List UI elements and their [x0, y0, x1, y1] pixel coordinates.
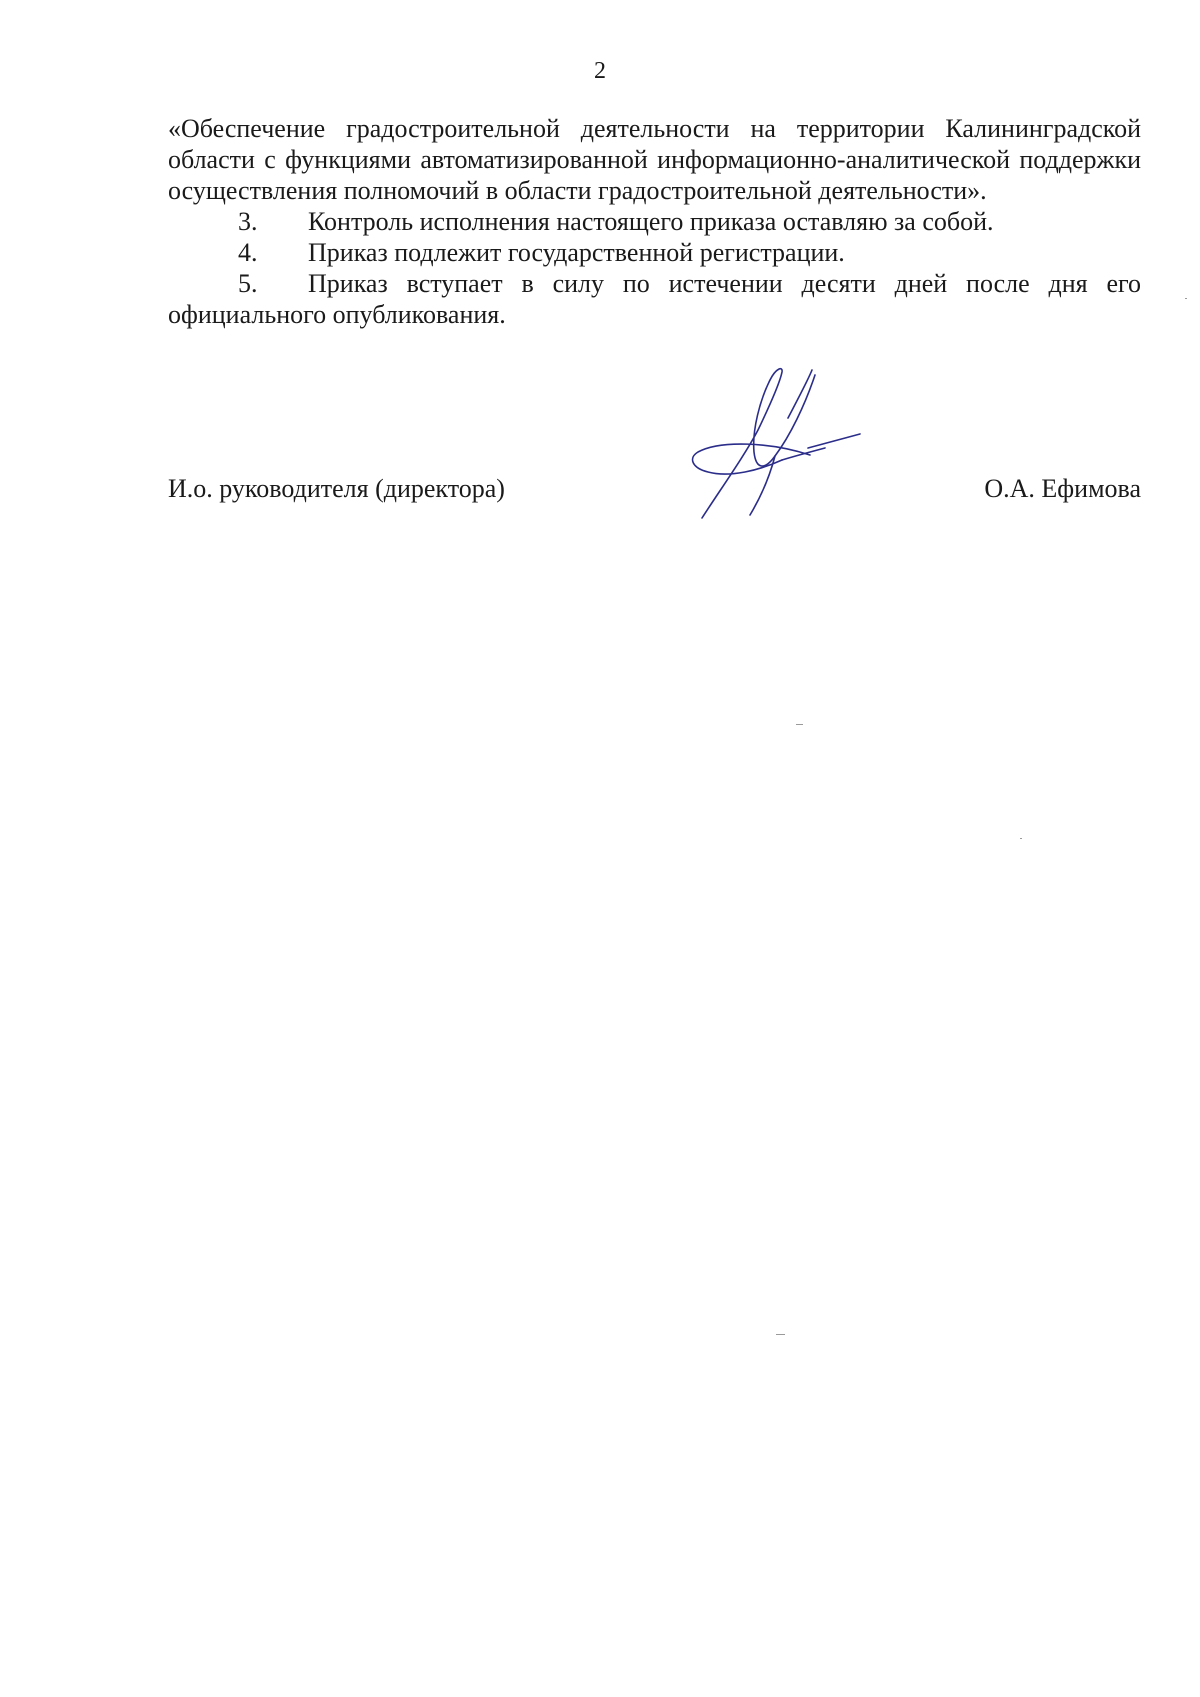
document-body: [168, 113, 1141, 330]
signature-block: [168, 474, 1141, 514]
signatory-name: О.А. Ефимова: [984, 474, 1141, 503]
list-item-text: Приказ вступает в силу по истечении десяти дней после дня его официального опубликования.: [168, 269, 1141, 329]
page-number: 2: [594, 58, 606, 84]
list-item-number: 4.: [238, 238, 258, 267]
list-item-number: 3.: [238, 207, 258, 236]
scan-speck: [1020, 838, 1022, 839]
list-item-4: [168, 237, 1141, 268]
list-item-text: Контроль исполнения настоящего приказа оставляю за собой.: [308, 207, 994, 236]
list-item-5: [168, 268, 1141, 330]
list-item-3: [168, 206, 1141, 237]
scan-speck: [1185, 298, 1187, 299]
list-item-text: Приказ подлежит государственной регистрации.: [308, 238, 845, 267]
handwritten-signature: [690, 360, 880, 535]
list-item-number: 5.: [238, 269, 258, 298]
scan-speck: [776, 1334, 785, 1335]
scan-speck: [796, 724, 803, 725]
paragraph-continuation: «Обеспечение градостроительной деятельности на территории Калининградской области с функциями автоматизированной информационно-аналитической поддержки осуществления полномочий в области градостроительной деятельности».: [168, 114, 1141, 205]
signatory-position: И.о. руководителя (директора): [168, 474, 505, 503]
